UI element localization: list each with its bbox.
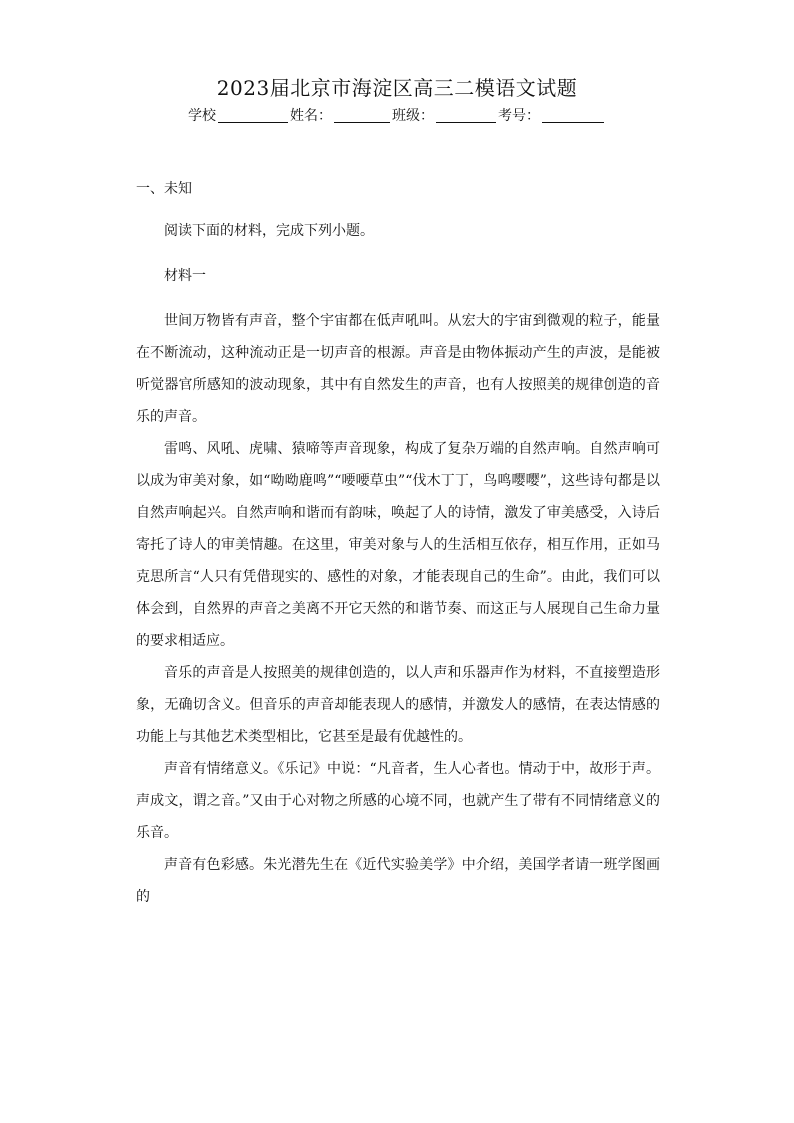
- reading-material: [136, 215, 660, 913]
- paragraph: 声音有色彩感。朱光潜先生在《近代实验美学》中介绍，美国学者请一班学图画的: [136, 857, 660, 905]
- paragraph: 雷鸣、风吼、虎啸、猿啼等声音现象，构成了复杂万端的自然声响。自然声响可以成为审美对象，如“呦呦鹿鸣”“喓喓草虫”“伐木丁丁，鸟鸣嘤嘤”，这些诗句都是以自然声响起兴。自然声响和谐而有韵味，唤起了人的诗情，激发了审美感受，入诗后寄托了诗人的审美情趣。在这里，审美对象与人的生活相互依存，相互作用，正如马克思所言“人只有凭借现实的、感性的对象，才能表现自己的生命”。由此，我们可以体会到，自然界的声音之美离不开它天然的和谐节奏、而这正与人展现自己生命力量的要求相适应。: [136, 441, 660, 649]
- student-info-line: [0, 105, 794, 125]
- paragraph: 音乐的声音是人按照美的规律创造的，以人声和乐器声作为材料，不直接塑造形象，无确切含义。但音乐的声音却能表现人的感情，并激发人的感情，在表达情感的功能上与其他艺术类型相比，它甚至是最有优越性的。: [136, 665, 660, 745]
- class-label: 班级：: [392, 108, 434, 124]
- material-label: 材料一: [164, 268, 206, 284]
- paragraph: 声音有情绪意义。《乐记》中说：“凡音者，生人心者也。情动于中，故形于声。声成文，谓之音。”又由于心对物之所感的心境不同，也就产生了带有不同情绪意义的乐音。: [136, 761, 660, 841]
- paragraph: 世间万物皆有声音，整个宇宙都在低声吼叫。从宏大的宇宙到微观的粒子，能量在不断流动，这种流动正是一切声音的根源。声音是由物体振动产生的声波，是能被听觉器官所感知的波动现象，其中有自然发生的声音，也有人按照美的规律创造的音乐的声音。: [136, 313, 660, 425]
- exam-number-label: 考号：: [498, 108, 540, 124]
- school-field[interactable]: [218, 108, 288, 123]
- class-field[interactable]: [436, 108, 496, 123]
- name-label: 姓名：: [290, 108, 332, 124]
- name-field[interactable]: [334, 108, 390, 123]
- exam-number-field[interactable]: [542, 108, 604, 123]
- instruction-text: 阅读下面的材料，完成下列小题。: [164, 223, 374, 239]
- school-label: 学校: [188, 108, 216, 124]
- section-heading: 一、未知: [136, 181, 192, 197]
- page-title: 2023届北京市海淀区高三二模语文试题: [216, 76, 578, 100]
